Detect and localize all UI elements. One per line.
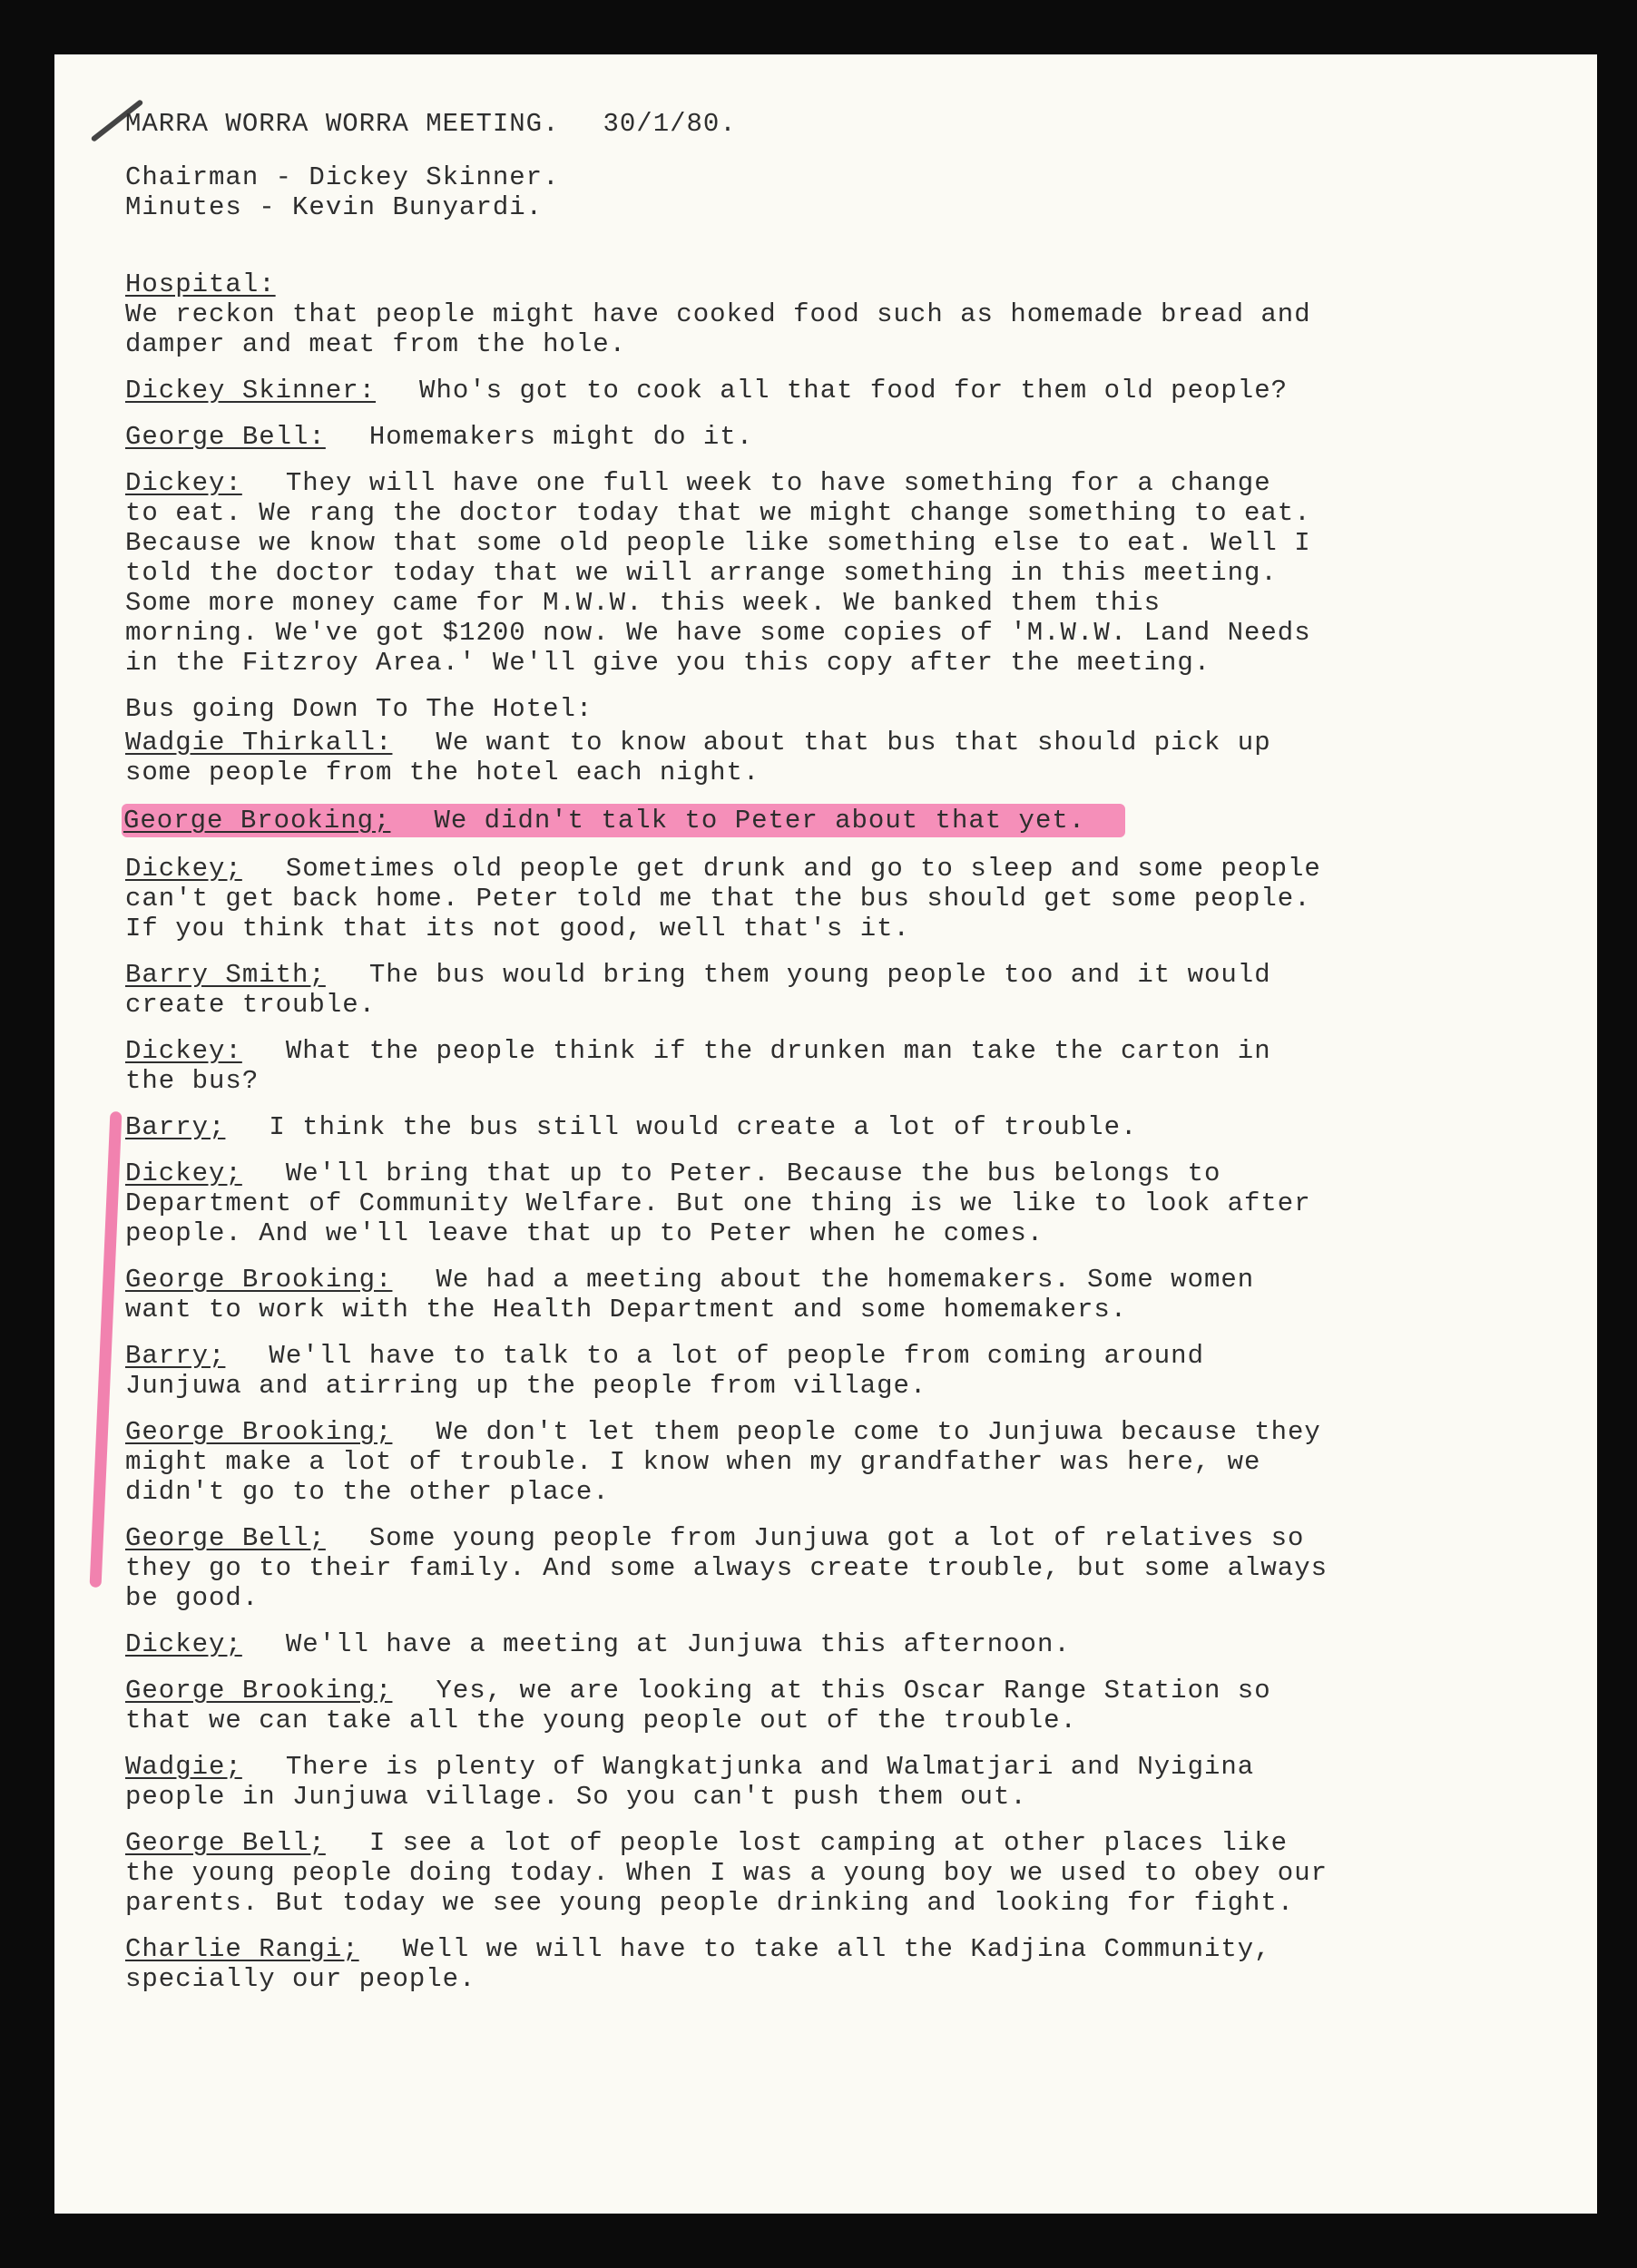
entry-text: Well we will have to take all the Kadjina Community,: [402, 1934, 1271, 1964]
entry-line: [125, 1447, 1541, 1477]
speaker-name: Dickey;: [125, 1629, 242, 1659]
entry-text: in the Fitzroy Area.' We'll give you this copy after the meeting.: [125, 648, 1211, 678]
entry-text: morning. We've got $1200 now. We have some copies of 'M.W.W. Land Needs: [125, 618, 1311, 648]
entry-text: Because we know that some old people like something else to eat. Well I: [125, 528, 1311, 558]
entry-line: [125, 1888, 1541, 1918]
document-header: [125, 109, 1541, 139]
entry-line: [125, 588, 1541, 618]
entry-line: [125, 758, 1541, 787]
minute-entry: [125, 468, 1541, 678]
entry-text: If you think that its not good, well that's it.: [125, 914, 910, 943]
entry-text: didn't go to the other place.: [125, 1477, 610, 1507]
section-heading-hospital: Hospital:: [125, 269, 276, 299]
entry-text: create trouble.: [125, 990, 377, 1020]
entry-line: [125, 1934, 1541, 1964]
entry-text: told the doctor today that we will arrange something in this meeting.: [125, 558, 1278, 588]
speaker-name: George Bell;: [125, 1828, 326, 1858]
entry-text: can't get back home. Peter told me that the bus should get some people.: [125, 884, 1311, 914]
speaker-name: George Brooking:: [125, 1265, 393, 1295]
entry-text: some people from the hotel each night.: [125, 758, 760, 787]
minute-entry: [125, 1934, 1541, 1994]
entry-line: [125, 1828, 1541, 1858]
entry-text: We don't let them people come to Junjuwa because they: [436, 1417, 1321, 1447]
hospital-entries: [125, 376, 1541, 678]
minute-entry: [125, 422, 1541, 452]
entry-text: Sometimes old people get drunk and go to sleep and some people: [285, 854, 1321, 884]
minute-entry: [125, 854, 1541, 943]
entry-line: [125, 1158, 1541, 1188]
entry-line: [125, 1706, 1541, 1735]
entry-line: [125, 1629, 1541, 1659]
entry-line: [125, 1676, 1541, 1706]
entry-text: the bus?: [125, 1066, 260, 1096]
entry-text: We'll have to talk to a lot of people from coming around: [269, 1341, 1204, 1371]
speaker-name: George Brooking;: [123, 806, 391, 836]
entry-line: [125, 1341, 1541, 1371]
entry-text: parents. But today we see young people drinking and looking for fight.: [125, 1888, 1295, 1918]
entry-line: [125, 1066, 1541, 1096]
minute-entry: [125, 1752, 1541, 1812]
entry-text: be good.: [125, 1583, 260, 1613]
entry-line: [122, 804, 1125, 837]
entry-line: [125, 1417, 1541, 1447]
minute-entry: [125, 804, 1541, 837]
speaker-name: Dickey Skinner:: [125, 376, 377, 406]
entry-line: [125, 498, 1541, 528]
entry-line: [125, 960, 1541, 990]
entry-text: Who's got to cook all that food for them old people?: [419, 376, 1288, 406]
entry-line: [125, 558, 1541, 588]
hospital-line-1: We reckon that people might have cooked food such as homemade bread and: [125, 299, 1311, 329]
entry-text: We had a meeting about the homemakers. Some women: [436, 1265, 1255, 1295]
minute-entry: [125, 1417, 1541, 1507]
entry-text: the young people doing today. When I was a young boy we used to obey our: [125, 1858, 1328, 1888]
chairman-line: Chairman - Dickey Skinner.: [125, 162, 560, 192]
speaker-name: Dickey;: [125, 854, 242, 884]
speaker-name: George Bell:: [125, 422, 326, 452]
entry-text: Some more money came for M.W.W. this week. We banked them this: [125, 588, 1161, 618]
entry-line: [125, 854, 1541, 884]
entry-text: There is plenty of Wangkatjunka and Walmatjari and Nyigina: [285, 1752, 1255, 1782]
section-heading-bus: Bus going Down To The Hotel:: [125, 694, 593, 724]
entry-line: [125, 468, 1541, 498]
entry-line: [125, 1583, 1541, 1613]
entry-line: [125, 1553, 1541, 1583]
minute-entry: [125, 1265, 1541, 1325]
entry-text: We didn't talk to Peter about that yet.: [434, 806, 1086, 836]
entry-line: [125, 1782, 1541, 1812]
hospital-section: [125, 269, 1541, 359]
entry-line: [125, 1858, 1541, 1888]
entry-line: [125, 1964, 1541, 1994]
minute-entry: [125, 1112, 1541, 1142]
minute-entry: [125, 376, 1541, 406]
speaker-name: George Bell;: [125, 1523, 326, 1553]
entry-text: We'll have a meeting at Junjuwa this afternoon.: [285, 1629, 1071, 1659]
entry-line: [125, 884, 1541, 914]
entry-text: they go to their family. And some always create trouble, but some always: [125, 1553, 1328, 1583]
speaker-name: Barry Smith;: [125, 960, 326, 990]
entry-text: What the people think if the drunken man take the carton in: [285, 1036, 1271, 1066]
entry-text: people. And we'll leave that up to Peter when he comes.: [125, 1218, 1044, 1248]
entry-line: [125, 648, 1541, 678]
document-page: [54, 54, 1597, 2214]
speaker-name: Wadgie;: [125, 1752, 242, 1782]
speaker-name: Dickey:: [125, 1036, 242, 1066]
entry-text: I think the bus still would create a lot of trouble.: [269, 1112, 1138, 1142]
entry-text: Homemakers might do it.: [368, 422, 754, 452]
minute-entry: [125, 1676, 1541, 1735]
minute-entry: [125, 1158, 1541, 1248]
bus-entries: [125, 728, 1541, 1994]
entry-text: Department of Community Welfare. But one thing is we like to look after: [125, 1188, 1311, 1218]
minute-entry: [125, 1036, 1541, 1096]
entry-text: want to work with the Health Department and some homemakers.: [125, 1295, 1128, 1325]
speaker-name: Barry;: [125, 1112, 226, 1142]
entry-line: [125, 1477, 1541, 1507]
minute-entry: [125, 1523, 1541, 1613]
minute-entry: [125, 1828, 1541, 1918]
entry-line: [125, 422, 1541, 452]
speaker-name: George Brooking;: [125, 1676, 393, 1706]
entry-text: specially our people.: [125, 1964, 476, 1994]
minute-entry: [125, 1629, 1541, 1659]
speaker-name: Dickey:: [125, 468, 242, 498]
entry-text: The bus would bring them young people too and it would: [368, 960, 1271, 990]
speaker-name: Charlie Rangi;: [125, 1934, 359, 1964]
entry-line: [125, 1752, 1541, 1782]
speaker-name: George Brooking;: [125, 1417, 393, 1447]
entry-line: [125, 1188, 1541, 1218]
entry-text: to eat. We rang the doctor today that we might change something to eat.: [125, 498, 1311, 528]
entry-line: [125, 1218, 1541, 1248]
speaker-name: Wadgie Thirkall:: [125, 728, 393, 758]
minute-entry: [125, 728, 1541, 787]
entry-text: Junjuwa and atirring up the people from village.: [125, 1371, 927, 1401]
officers: [125, 162, 1541, 222]
entry-text: that we can take all the young people out of the trouble.: [125, 1706, 1077, 1735]
meeting-title: MARRA WORRA WORRA MEETING.: [125, 109, 560, 139]
entry-text: Yes, we are looking at this Oscar Range Station so: [436, 1676, 1271, 1706]
entry-line: [125, 528, 1541, 558]
entry-text: Some young people from Junjuwa got a lot of relatives so: [368, 1523, 1305, 1553]
entry-line: [125, 728, 1541, 758]
minute-entry: [125, 960, 1541, 1020]
entry-text: I see a lot of people lost camping at other places like: [368, 1828, 1288, 1858]
speaker-name: Barry;: [125, 1341, 226, 1371]
highlighter-margin-line: [90, 1111, 123, 1588]
entry-text: We'll bring that up to Peter. Because the bus belongs to: [285, 1158, 1221, 1188]
entry-line: [125, 1265, 1541, 1295]
minute-entry: [125, 1341, 1541, 1401]
speaker-name: Dickey;: [125, 1158, 242, 1188]
entry-text: might make a lot of trouble. I know when my grandfather was here, we: [125, 1447, 1261, 1477]
entry-line: [125, 376, 1541, 406]
entry-text: people in Junjuwa village. So you can't push them out.: [125, 1782, 1027, 1812]
entry-line: [125, 1036, 1541, 1066]
hospital-line-2: damper and meat from the hole.: [125, 329, 627, 359]
entry-line: [125, 990, 1541, 1020]
entry-line: [125, 618, 1541, 648]
meeting-date: 30/1/80.: [603, 109, 737, 139]
entry-text: They will have one full week to have something for a change: [285, 468, 1271, 498]
entry-text: We want to know about that bus that should pick up: [436, 728, 1271, 758]
entry-line: [125, 1371, 1541, 1401]
entry-line: [125, 1295, 1541, 1325]
typed-minutes: [125, 109, 1541, 2010]
entry-line: [125, 1112, 1541, 1142]
entry-line: [125, 914, 1541, 943]
entry-line: [125, 1523, 1541, 1553]
minutes-line: Minutes - Kevin Bunyardi.: [125, 192, 544, 222]
